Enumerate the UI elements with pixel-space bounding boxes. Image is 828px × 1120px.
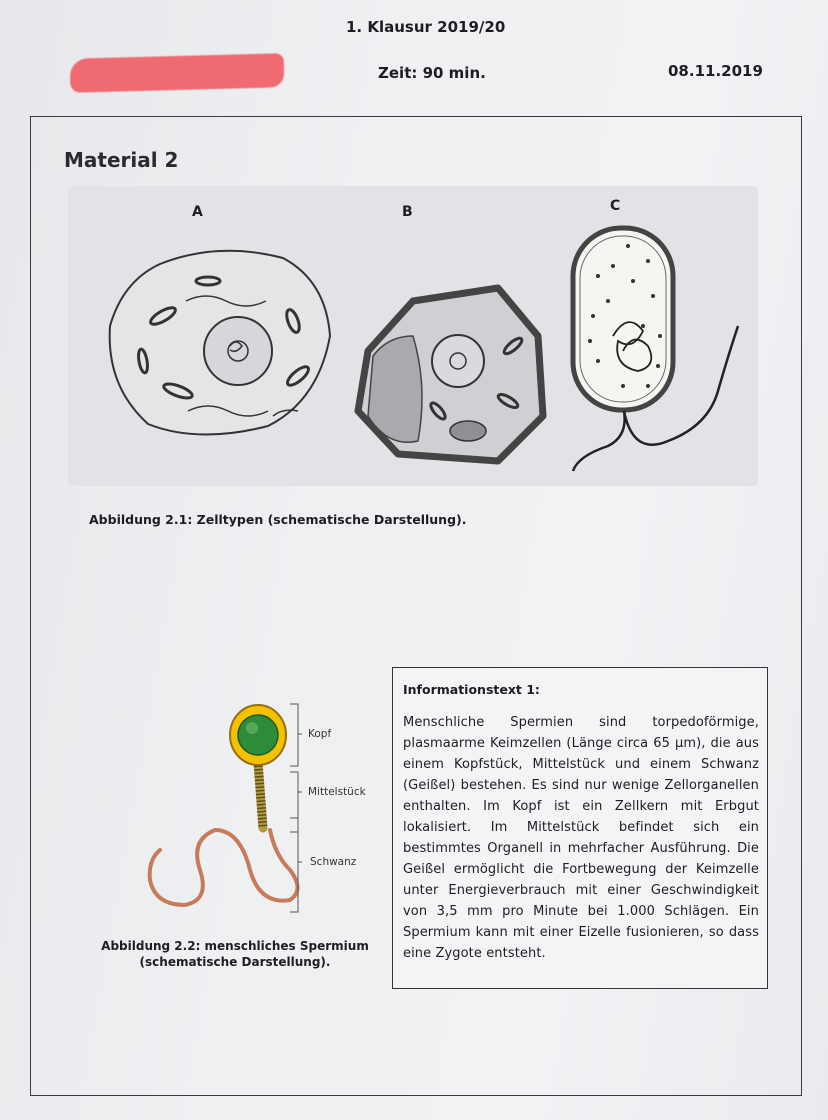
info-title: Informationstext 1: (403, 682, 540, 697)
label-schwanz: Schwanz (310, 856, 357, 868)
exam-date: 08.11.2019 (668, 62, 763, 80)
cell-label-c: C (610, 198, 621, 214)
material-title: Material 2 (64, 148, 179, 172)
exam-title: 1. Klausur 2019/20 (346, 18, 506, 36)
cell-types-figure (68, 186, 758, 486)
figure-2-2-caption (100, 938, 370, 970)
cell-illustrations (68, 186, 758, 486)
cell-label-a: A (192, 204, 203, 220)
exam-time: Zeit: 90 min. (378, 64, 486, 82)
figure-2-1-caption: Abbildung 2.1: Zelltypen (schematische Darstellung). (89, 512, 467, 527)
bacterium-drawing (573, 228, 738, 471)
plant-cell-drawing (358, 288, 543, 461)
sperm-figure (130, 700, 370, 922)
redacted-name (70, 53, 285, 93)
info-text: Menschliche Spermien sind torpedoförmige, plasmaarme Keimzellen (Länge circa 65 µm), die aus einem Kopfstück, Mittelstück und einem Schwanz (Geißel) bestehen. Es sind nur wenige Zellorganellen enthalten. Im Kopf ist ein Zellkern mit Erbgut lokalisiert. Im Mittelstück befindet sich ein bestimmtes Organell in mehrfacher Ausführung. Die Geißel ermöglicht die Fortbewegung der Keimzelle unter Energieverbrauch mit einer Geschwindigkeit von 3,5 mm pro Minute bei 1.000 Schlägen. Ein Spermium kann mit einer Eizelle fusionieren, so dass eine Zygote entsteht. (403, 715, 759, 961)
label-mittelstueck: Mittelstück (308, 786, 366, 798)
information-box (392, 667, 768, 989)
nucleus-highlight (246, 722, 258, 734)
sperm-tail (150, 830, 298, 905)
figure-2-2-caption-line2: (schematische Darstellung). (139, 955, 331, 969)
cell-label-b: B (402, 204, 413, 220)
animal-cell-drawing (110, 251, 330, 435)
sperm-nucleus (238, 715, 278, 755)
figure-2-2-caption-line1: Abbildung 2.2: menschliches Spermium (101, 939, 369, 953)
sperm-drawing (130, 700, 370, 922)
label-kopf: Kopf (308, 728, 332, 740)
